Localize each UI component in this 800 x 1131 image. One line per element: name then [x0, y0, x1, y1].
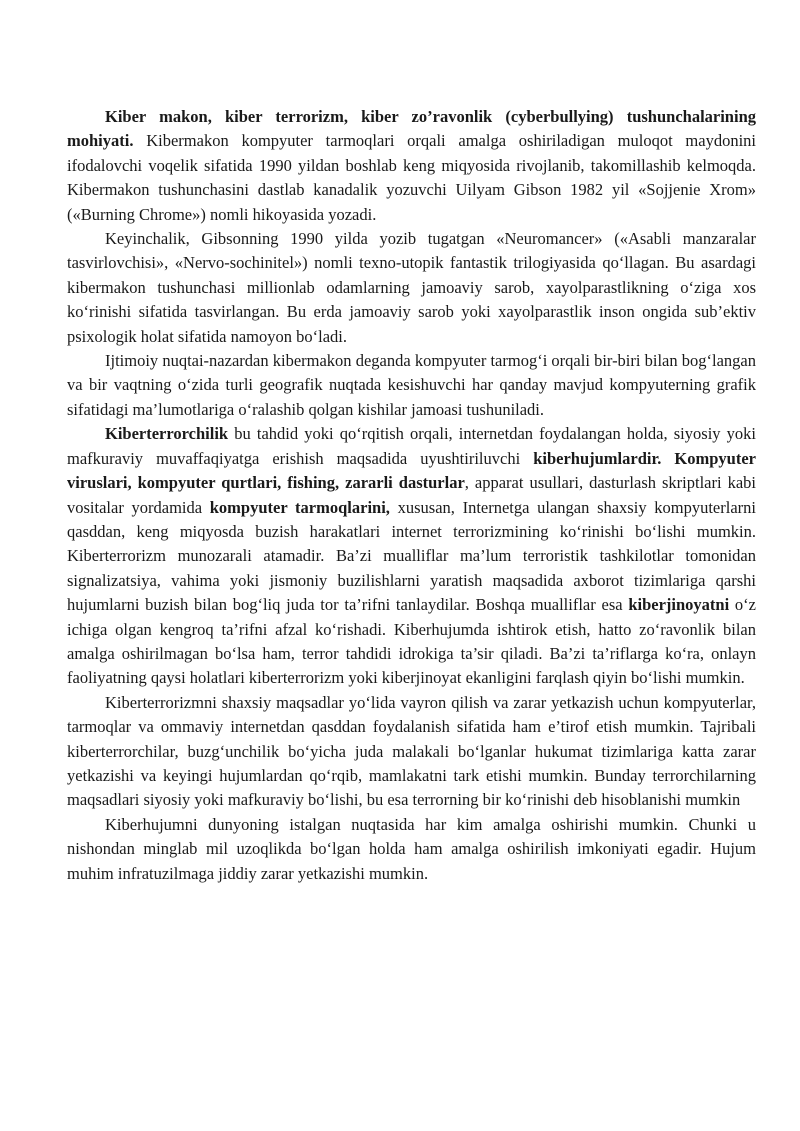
section-heading: Kiber makon, kiber terrorizm, kiber zo’ravonlik (cyberbullying) tushunchalarining mohiyati.: [67, 107, 756, 151]
paragraph-text: Kiberhujumni dunyoning istalgan nuqtasida har kim amalga oshirishi mumkin. Chunki u nishondan minglab mil uzoqlikda bo‘lgan holda ham amalga oshirilish imkoniyati egadir. Hujum muhim infratuzilmaga jiddiy zarar yetkazishi mumkin.: [67, 814, 756, 883]
paragraph-social-view: [67, 349, 756, 422]
term-cybercrime: kiberjinoyatni: [628, 595, 730, 615]
paragraph-personal-goals: [67, 691, 756, 813]
paragraph-neuromancer: [67, 227, 756, 349]
paragraph-text: bu tahdid yoki qo‘rqitish orqali, internetdan foydalangan holda, siyosiy yoki mafkuraviy muvaffaqiyatga erishish maqsadida uyushtiriluvchi: [67, 424, 756, 468]
paragraph-text: Kibermakon kompyuter tarmoqlari orqali amalga oshiriladigan muloqot maydonini ifodalovchi voqelik sifatida 1990 yildan boshlab keng miqyosida rivojlanib, takomillashib kelmoqda. Kibermakon tushunchasini dastlab kanadalik yozuvchi Uilyam Gibson 1982 yil «Sojjenie Xrom» («Burning Chrome») nomli hikoyasida yozadi.: [67, 131, 756, 224]
paragraph-text: Keyinchalik, Gibsonning 1990 yilda yozib tugatgan «Neuromancer» («Asabli manzaralar tasvirlovchisi», «Nervo-sochinitel») nomli texno-utopik fantastik trilogiyasida qo‘llagan. Bu asardagi kibermakon tushunchasi millionlab odamlarning jamoaviy sarob, xayolparastlikning o‘ziga xos ko‘rinishi sifatida tasvirlangan. Bu erda jamoaviy sarob yoki xayolparastlik inson ongida sub’ektiv psixologik holat sifatida namoyon bo‘ladi.: [67, 229, 756, 346]
paragraph-text: , apparat usullari, dasturlash skriptlari kabi vositalar yordamida: [67, 473, 756, 517]
term-cyberterrorism: Kiberterrorchilik: [105, 424, 229, 444]
paragraph-text: xususan, Internetga ulangan shaxsiy kompyuterlarni qasddan, keng miqyosda buzish harakatlari internet terrorizmining ko‘rinishi bo‘lishi mumkin. Kiberterrorizm munozarali atamadir. Ba’zi mualliflar ma’lum terroristik tashkilotlar tomonidan signalizatsiya, vahima yoki jismoniy buzilishlarni yaratish maqsadida axborot tizimlariga qarshi hujumlarni buzish bilan bog‘liq juda tor ta’rifni tanlaydilar. Boshqa mualliflar esa: [67, 497, 756, 615]
paragraph-text: o‘z ichiga olgan kengroq ta’rifni afzal ko‘rishadi. Kiberhujumda ishtirok etish, hatto zo‘ravonlik bilan amalga oshirilmagan bo‘lsa ham, terror tahdidi idrokiga ta’sir qiladi. Ba’zi ta’riflarga ko‘ra, onlayn faoliyatning qaysi holatlari kiberterrorizm yoki kiberjinoyat ekanligini farqlash qiyin bo‘lishi mumkin.: [67, 595, 757, 688]
term-computer-networks: kompyuter tarmoqlarini,: [209, 497, 390, 517]
document-page: [67, 105, 756, 886]
paragraph-anywhere-attack: [67, 813, 756, 886]
paragraph-cyberspace-intro: [67, 105, 756, 227]
paragraph-cyberterrorism-definition: [67, 422, 756, 690]
term-cyberattacks: kiberhujumlardir. Kompyuter viruslari, kompyuter qurtlari, fishing, zararli dasturlar: [67, 448, 757, 493]
paragraph-text: Ijtimoiy nuqtai-nazardan kibermakon deganda kompyuter tarmog‘i orqali bir-biri bilan bog‘langan va bir vaqtning o‘zida turli geografik nuqtada kesishuvchi har qanday mavjud kompyuterning grafik sifatidagi ma’lumotlariga o‘ralashib qolgan kishilar jamoasi tushuniladi.: [67, 351, 756, 419]
paragraph-text: Kiberterrorizmni shaxsiy maqsadlar yo‘lida vayron qilish va zarar yetkazish uchun kompyuterlar, tarmoqlar va ommaviy internetdan qasddan foydalanish sifatida ham e’tirof etish mumkin. Tajribali kiberterrorchilar, buzg‘unchilik bo‘yicha juda malakali bo‘lganlar hukumat tizimlariga katta zarar yetkazishi va keyingi hujumlardan qo‘rqib, mamlakatni tark etishi mumkin. Bunday terrorchilarning maqsadlari siyosiy yoki mafkuraviy bo‘lishi, bu esa terrorning bir ko‘rinishi deb hisoblanishi mumkin: [67, 692, 756, 810]
